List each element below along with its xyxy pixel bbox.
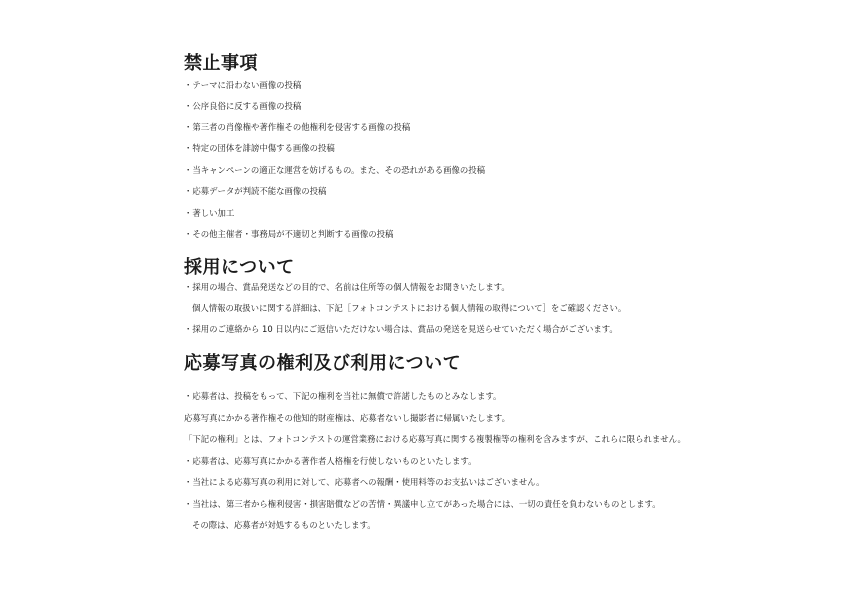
section-title-adoption: 採用について — [184, 257, 295, 278]
section-title-rights: 応募写真の権利及び利用について — [184, 353, 462, 374]
adoption-line: ・採用の場合、賞品発送などの目的で、名前は住所等の個人情報をお聞きいたします。 — [184, 282, 510, 292]
prohibited-item: ・特定の団体を誹謗中傷する画像の投稿 — [184, 143, 335, 153]
rights-line: ・応募者は、投稿をもって、下記の権利を当社に無償で許諾したものとみなします。 — [184, 391, 502, 401]
section-title-prohibited: 禁止事項 — [184, 53, 258, 74]
adoption-line: 個人情報の取扱いに関する詳細は、下記［フォトコンテストにおける個人情報の取得について］をご確認ください。 — [192, 303, 627, 313]
rights-line: ・当社は、第三者から権利侵害・損害賠償などの苦情・異議申し立てがあった場合には、一切の責任を負わないものとします。 — [184, 499, 661, 509]
prohibited-item: ・その他主催者・事務局が不適切と判断する画像の投稿 — [184, 229, 394, 239]
rights-line: ・当社による応募写真の利用に対して、応募者への報酬・使用料等のお支払いはございません。 — [184, 477, 545, 487]
prohibited-item: ・第三者の肖像権や著作権その他権利を侵害する画像の投稿 — [184, 122, 411, 132]
prohibited-item: ・公序良俗に反する画像の投稿 — [184, 101, 302, 111]
adoption-line: ・採用のご連絡から 10 日以内にご返信いただけない場合は、賞品の発送を見送らせていただく場合がございます。 — [184, 324, 618, 334]
rights-line: 「下記の権利」とは、フォトコンテストの運営業務における応募写真に関する複製権等の権利を含みますが、これらに限られません。 — [184, 434, 686, 444]
rights-line: 応募写真にかかる著作権その他知的財産権は、応募者ないし撮影者に帰属いたします。 — [184, 413, 510, 423]
prohibited-item: ・テーマに沿わない画像の投稿 — [184, 80, 302, 90]
prohibited-item: ・著しい加工 — [184, 208, 235, 218]
prohibited-item: ・当キャンペーンの適正な運営を妨げるもの。また、その恐れがある画像の投稿 — [184, 165, 485, 175]
rights-line: その際は、応募者が対処するものといたします。 — [192, 520, 376, 530]
prohibited-item: ・応募データが判読不能な画像の投稿 — [184, 186, 327, 196]
rights-line: ・応募者は、応募写真にかかる著作者人格権を行使しないものといたします。 — [184, 456, 477, 466]
